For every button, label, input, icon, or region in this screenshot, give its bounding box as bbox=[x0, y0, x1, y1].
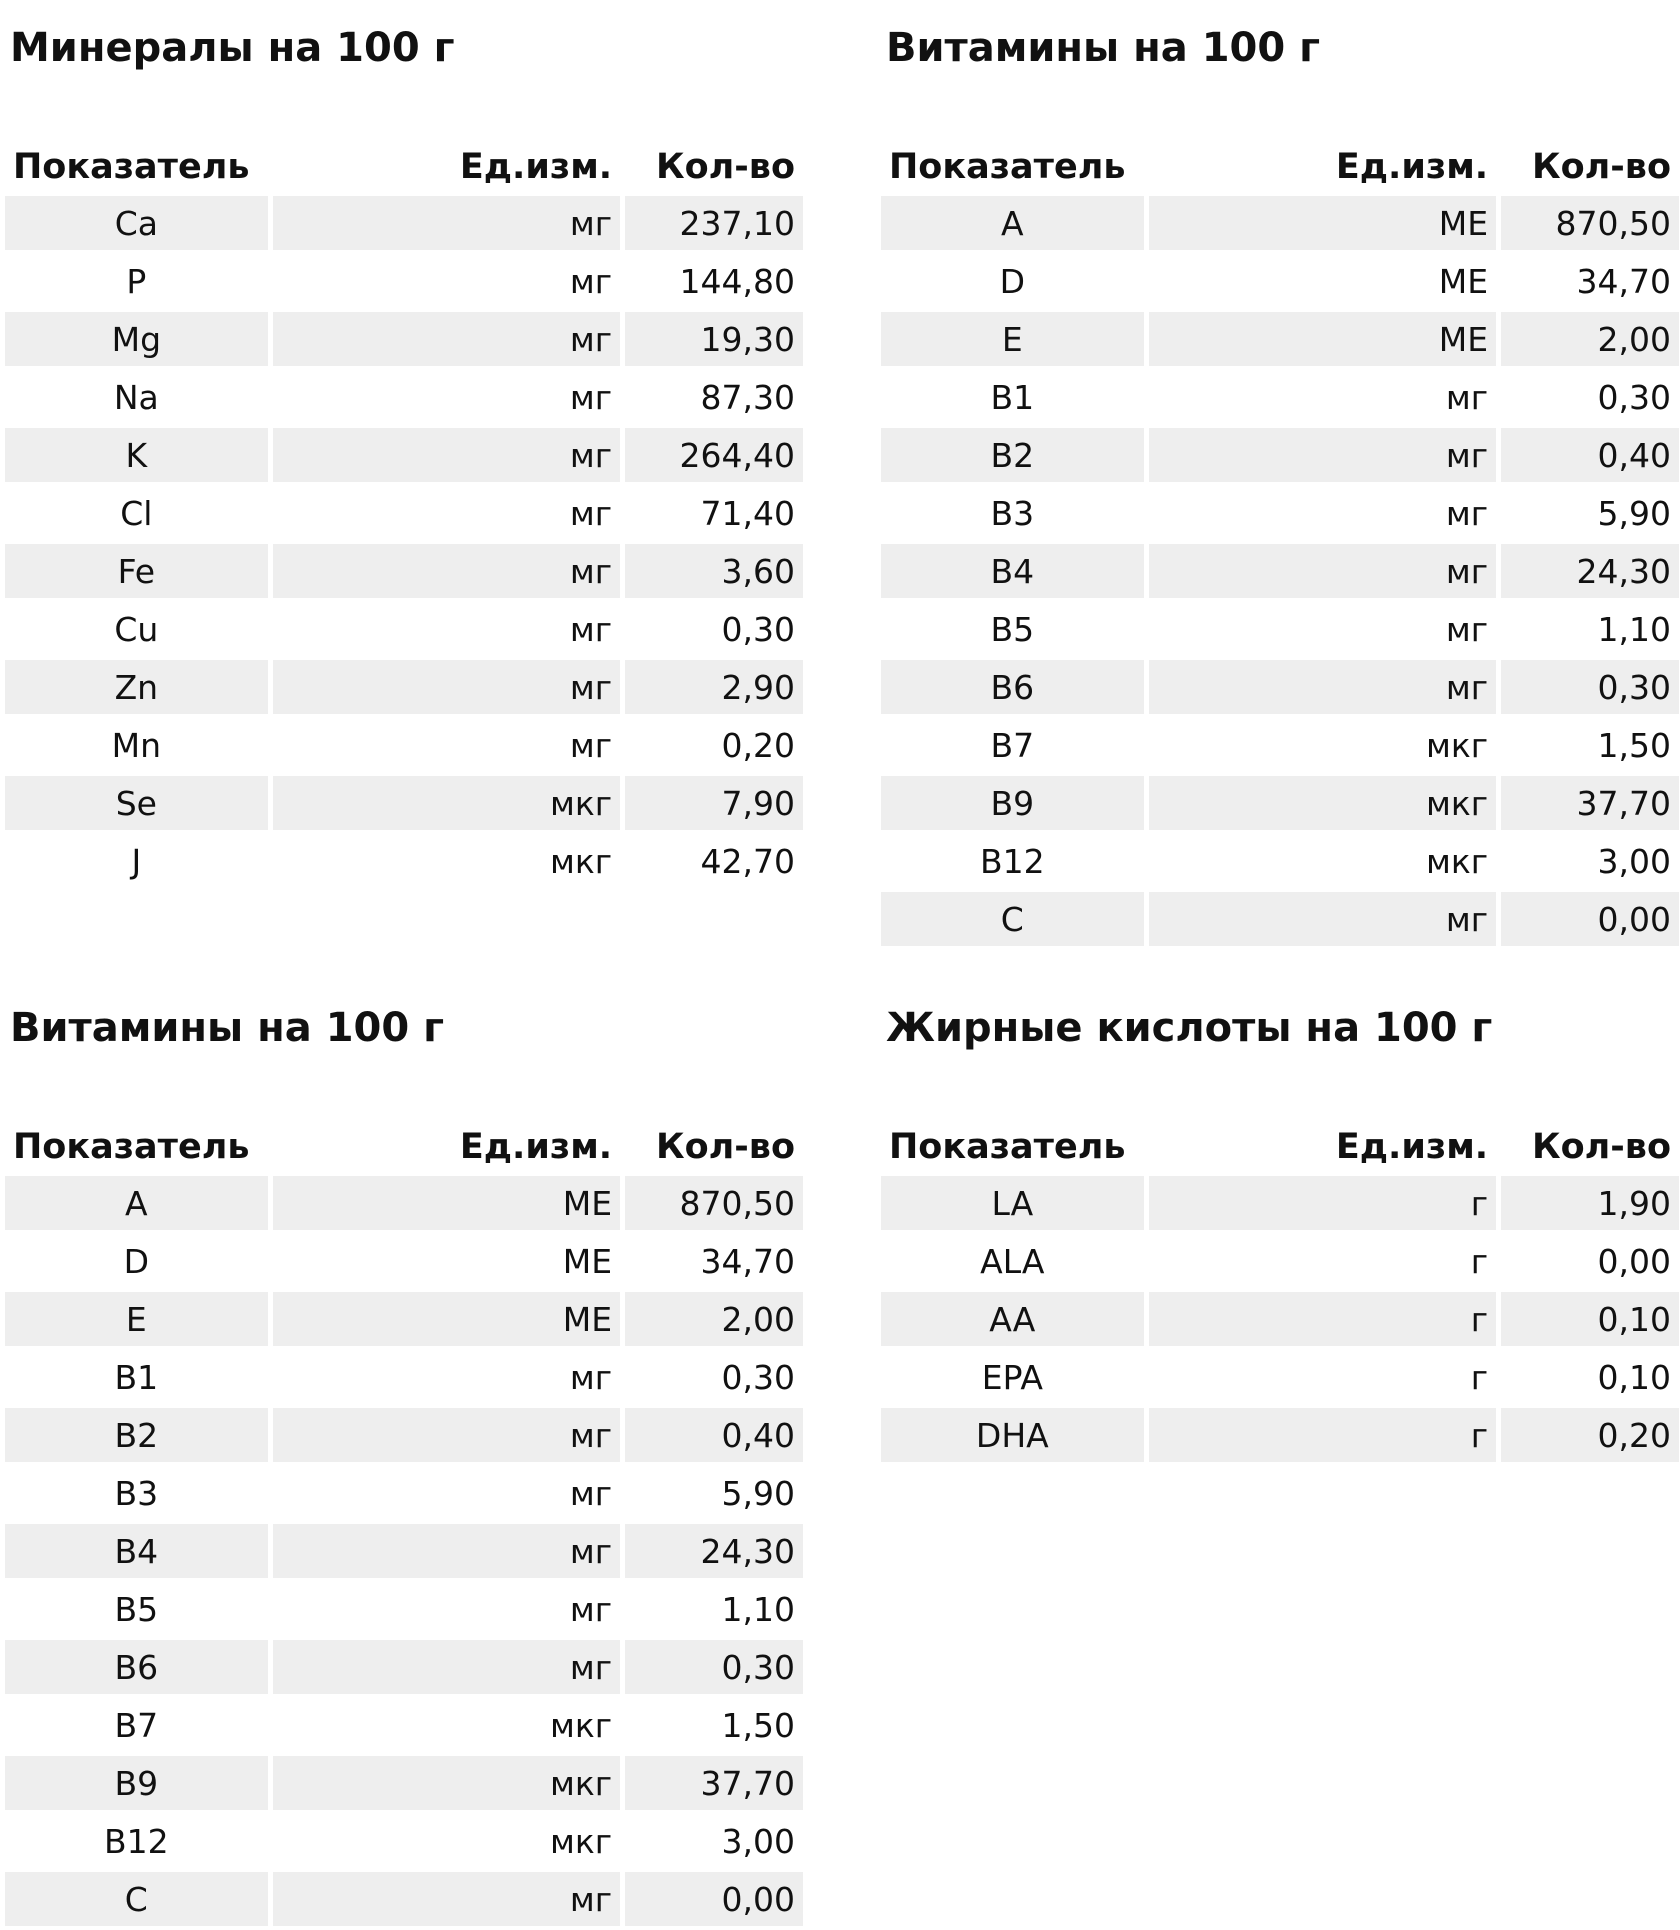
cell-quantity: 0,10 bbox=[1597, 1357, 1671, 1397]
cell-quantity: 24,30 bbox=[625, 1524, 803, 1578]
table-row bbox=[881, 660, 1679, 714]
table-row bbox=[5, 312, 803, 366]
table-row bbox=[5, 1408, 803, 1462]
cell-unit: г bbox=[1470, 1357, 1489, 1397]
header-quantity: Кол-во bbox=[655, 147, 795, 187]
cell-quantity: 0,20 bbox=[721, 725, 795, 765]
cell-quantity: 0,00 bbox=[625, 1872, 803, 1926]
table-row bbox=[5, 1698, 803, 1752]
cell-quantity: 0,40 bbox=[625, 1408, 803, 1462]
cell-quantity: 0,30 bbox=[721, 609, 795, 649]
cell-indicator: B3 bbox=[990, 493, 1035, 533]
cell-quantity: 144,80 bbox=[679, 261, 795, 301]
table-row bbox=[881, 544, 1679, 598]
table-row bbox=[5, 1814, 803, 1868]
table-header-row bbox=[881, 1122, 1679, 1172]
cell-unit: мг bbox=[273, 312, 620, 366]
cell-indicator: Cu bbox=[114, 609, 159, 649]
cell-unit: мг bbox=[273, 1524, 620, 1578]
cell-quantity: 37,70 bbox=[625, 1756, 803, 1810]
cell-quantity: 24,30 bbox=[1501, 544, 1679, 598]
cell-indicator: A bbox=[881, 196, 1144, 250]
table-row bbox=[5, 718, 803, 772]
cell-unit: мг bbox=[569, 725, 613, 765]
cell-quantity: 237,10 bbox=[625, 196, 803, 250]
minerals-title: Минералы на 100 г bbox=[10, 25, 455, 71]
table-body bbox=[5, 196, 803, 888]
table-body bbox=[5, 1176, 803, 1926]
cell-unit: мкг bbox=[549, 841, 613, 881]
cell-indicator: Se bbox=[5, 776, 268, 830]
fatty-acids-title: Жирные кислоты на 100 г bbox=[886, 1005, 1493, 1051]
cell-unit: мкг bbox=[1149, 776, 1496, 830]
cell-indicator: D bbox=[123, 1241, 150, 1281]
cell-unit: мг bbox=[569, 609, 613, 649]
cell-indicator: B9 bbox=[881, 776, 1144, 830]
table-row bbox=[5, 1582, 803, 1636]
cell-quantity: 0,00 bbox=[1597, 1241, 1671, 1281]
cell-unit: г bbox=[1149, 1176, 1496, 1230]
cell-quantity: 19,30 bbox=[625, 312, 803, 366]
cell-quantity: 870,50 bbox=[1501, 196, 1679, 250]
cell-quantity: 0,30 bbox=[721, 1357, 795, 1397]
cell-unit: мг bbox=[569, 1473, 613, 1513]
cell-unit: мг bbox=[569, 261, 613, 301]
cell-unit: мг bbox=[273, 196, 620, 250]
cell-unit: мг bbox=[569, 377, 613, 417]
cell-quantity: 0,40 bbox=[1501, 428, 1679, 482]
table-row bbox=[881, 1292, 1679, 1346]
cell-unit: мг bbox=[1149, 892, 1496, 946]
cell-indicator: AA bbox=[881, 1292, 1144, 1346]
cell-quantity: 1,50 bbox=[1597, 725, 1671, 765]
cell-indicator: Mn bbox=[111, 725, 162, 765]
cell-quantity: 0,00 bbox=[1501, 892, 1679, 946]
cell-unit: мг bbox=[1149, 428, 1496, 482]
table-body bbox=[881, 196, 1679, 946]
cell-indicator: B2 bbox=[5, 1408, 268, 1462]
cell-indicator: J bbox=[131, 841, 142, 881]
cell-quantity: 34,70 bbox=[1576, 261, 1671, 301]
cell-unit: мг bbox=[1445, 609, 1489, 649]
vitamins-table bbox=[876, 138, 1680, 950]
header-unit: Ед.изм. bbox=[459, 147, 613, 187]
cell-indicator: D bbox=[999, 261, 1026, 301]
cell-unit: г bbox=[1149, 1408, 1496, 1462]
table-row bbox=[881, 834, 1679, 888]
cell-unit: мг bbox=[273, 428, 620, 482]
table-row bbox=[5, 486, 803, 540]
cell-quantity: 0,30 bbox=[1597, 377, 1671, 417]
cell-unit: мг bbox=[273, 660, 620, 714]
table-header-row bbox=[881, 142, 1679, 192]
cell-indicator: E bbox=[5, 1292, 268, 1346]
cell-quantity: 5,90 bbox=[1597, 493, 1671, 533]
cell-quantity: 0,10 bbox=[1501, 1292, 1679, 1346]
cell-indicator: B1 bbox=[990, 377, 1035, 417]
cell-unit: мг bbox=[273, 544, 620, 598]
table-row bbox=[881, 1234, 1679, 1288]
cell-indicator: Zn bbox=[5, 660, 268, 714]
header-unit: Ед.изм. bbox=[459, 1127, 613, 1167]
cell-unit: мкг bbox=[273, 776, 620, 830]
cell-quantity: 2,00 bbox=[625, 1292, 803, 1346]
cell-quantity: 0,20 bbox=[1501, 1408, 1679, 1462]
table-row bbox=[5, 1234, 803, 1288]
cell-quantity: 3,00 bbox=[721, 1821, 795, 1861]
table-row bbox=[5, 428, 803, 482]
cell-unit: мг bbox=[1445, 377, 1489, 417]
cell-unit: мг bbox=[569, 493, 613, 533]
cell-unit: мг bbox=[273, 1408, 620, 1462]
cell-indicator: B6 bbox=[881, 660, 1144, 714]
table-row bbox=[5, 1466, 803, 1520]
cell-indicator: E bbox=[881, 312, 1144, 366]
table-row bbox=[881, 1408, 1679, 1462]
header-indicator: Показатель bbox=[13, 1127, 250, 1167]
cell-unit: г bbox=[1470, 1241, 1489, 1281]
cell-indicator: EPA bbox=[981, 1357, 1043, 1397]
header-quantity: Кол-во bbox=[1531, 147, 1671, 187]
cell-indicator: ALA bbox=[980, 1241, 1045, 1281]
table-row bbox=[881, 602, 1679, 656]
table-row bbox=[881, 892, 1679, 946]
table-row bbox=[5, 370, 803, 424]
cell-unit: мг bbox=[1149, 660, 1496, 714]
cell-unit: мг bbox=[273, 1872, 620, 1926]
cell-unit: мкг bbox=[549, 1705, 613, 1745]
header-indicator: Показатель bbox=[889, 147, 1126, 187]
cell-quantity: 2,00 bbox=[1501, 312, 1679, 366]
header-indicator: Показатель bbox=[889, 1127, 1126, 1167]
table-row bbox=[5, 602, 803, 656]
cell-indicator: Na bbox=[113, 377, 159, 417]
cell-indicator: B4 bbox=[5, 1524, 268, 1578]
table-body bbox=[881, 1176, 1679, 1462]
table-row bbox=[881, 718, 1679, 772]
cell-indicator: B9 bbox=[5, 1756, 268, 1810]
cell-unit: МЕ bbox=[1149, 312, 1496, 366]
table-row bbox=[881, 486, 1679, 540]
header-indicator: Показатель bbox=[13, 147, 250, 187]
cell-indicator: Ca bbox=[5, 196, 268, 250]
table-row bbox=[5, 1640, 803, 1694]
cell-unit: мг bbox=[569, 1357, 613, 1397]
cell-indicator: A bbox=[5, 1176, 268, 1230]
cell-unit: мкг bbox=[273, 1756, 620, 1810]
cell-indicator: Cl bbox=[120, 493, 153, 533]
table-row bbox=[881, 1176, 1679, 1230]
cell-unit: г bbox=[1149, 1292, 1496, 1346]
table-row bbox=[5, 254, 803, 308]
cell-unit: мкг bbox=[1425, 725, 1489, 765]
cell-indicator: Mg bbox=[5, 312, 268, 366]
cell-quantity: 264,40 bbox=[625, 428, 803, 482]
cell-indicator: K bbox=[5, 428, 268, 482]
vitamins-table bbox=[0, 1118, 808, 1930]
table-row bbox=[5, 1350, 803, 1404]
cell-quantity: 3,60 bbox=[625, 544, 803, 598]
cell-quantity: 37,70 bbox=[1501, 776, 1679, 830]
table-row bbox=[5, 1292, 803, 1346]
cell-unit: мкг bbox=[549, 1821, 613, 1861]
fatty-acids-table bbox=[876, 1118, 1680, 1466]
table-row bbox=[5, 544, 803, 598]
table-row bbox=[881, 428, 1679, 482]
table-row bbox=[5, 1756, 803, 1810]
cell-indicator: B12 bbox=[104, 1821, 169, 1861]
cell-indicator: B7 bbox=[114, 1705, 159, 1745]
cell-quantity: 1,10 bbox=[1597, 609, 1671, 649]
cell-unit: мг bbox=[1445, 493, 1489, 533]
cell-unit: мг bbox=[273, 1640, 620, 1694]
cell-quantity: 42,70 bbox=[700, 841, 795, 881]
cell-indicator: DHA bbox=[881, 1408, 1144, 1462]
cell-quantity: 0,30 bbox=[1501, 660, 1679, 714]
cell-indicator: B6 bbox=[5, 1640, 268, 1694]
cell-unit: МЕ bbox=[273, 1292, 620, 1346]
header-quantity: Кол-во bbox=[1531, 1127, 1671, 1167]
cell-quantity: 34,70 bbox=[700, 1241, 795, 1281]
table-row bbox=[5, 1176, 803, 1230]
cell-indicator: Fe bbox=[5, 544, 268, 598]
cell-quantity: 2,90 bbox=[625, 660, 803, 714]
cell-quantity: 0,30 bbox=[625, 1640, 803, 1694]
table-row bbox=[5, 834, 803, 888]
table-row bbox=[881, 312, 1679, 366]
cell-indicator: C bbox=[5, 1872, 268, 1926]
table-header-row bbox=[5, 142, 803, 192]
table-row bbox=[5, 660, 803, 714]
cell-quantity: 7,90 bbox=[625, 776, 803, 830]
table-row bbox=[881, 254, 1679, 308]
cell-quantity: 71,40 bbox=[700, 493, 795, 533]
table-row bbox=[5, 1524, 803, 1578]
table-row bbox=[5, 196, 803, 250]
table-row bbox=[881, 1350, 1679, 1404]
cell-indicator: P bbox=[126, 261, 147, 301]
cell-unit: мкг bbox=[1425, 841, 1489, 881]
cell-indicator: B12 bbox=[980, 841, 1045, 881]
cell-unit: МЕ bbox=[273, 1176, 620, 1230]
table-header-row bbox=[5, 1122, 803, 1172]
cell-unit: МЕ bbox=[562, 1241, 613, 1281]
cell-unit: мг bbox=[1149, 544, 1496, 598]
table-row bbox=[5, 1872, 803, 1926]
cell-indicator: B5 bbox=[990, 609, 1035, 649]
cell-indicator: C bbox=[881, 892, 1144, 946]
vitamins-title: Витамины на 100 г bbox=[10, 1005, 445, 1051]
header-unit: Ед.изм. bbox=[1335, 1127, 1489, 1167]
cell-quantity: 1,90 bbox=[1501, 1176, 1679, 1230]
table-row bbox=[5, 776, 803, 830]
cell-indicator: LA bbox=[881, 1176, 1144, 1230]
table-row bbox=[881, 196, 1679, 250]
cell-unit: МЕ bbox=[1149, 196, 1496, 250]
cell-quantity: 870,50 bbox=[625, 1176, 803, 1230]
cell-quantity: 3,00 bbox=[1597, 841, 1671, 881]
header-unit: Ед.изм. bbox=[1335, 147, 1489, 187]
table-row bbox=[881, 370, 1679, 424]
table-row bbox=[881, 776, 1679, 830]
cell-indicator: B1 bbox=[114, 1357, 159, 1397]
cell-quantity: 1,10 bbox=[721, 1589, 795, 1629]
cell-indicator: B2 bbox=[881, 428, 1144, 482]
header-quantity: Кол-во bbox=[655, 1127, 795, 1167]
cell-indicator: B5 bbox=[114, 1589, 159, 1629]
cell-unit: мг bbox=[569, 1589, 613, 1629]
cell-indicator: B7 bbox=[990, 725, 1035, 765]
cell-indicator: B3 bbox=[114, 1473, 159, 1513]
cell-unit: МЕ bbox=[1438, 261, 1489, 301]
cell-quantity: 5,90 bbox=[721, 1473, 795, 1513]
cell-quantity: 87,30 bbox=[700, 377, 795, 417]
vitamins-title: Витамины на 100 г bbox=[886, 25, 1321, 71]
cell-quantity: 1,50 bbox=[721, 1705, 795, 1745]
cell-indicator: B4 bbox=[881, 544, 1144, 598]
minerals-table bbox=[0, 138, 808, 892]
